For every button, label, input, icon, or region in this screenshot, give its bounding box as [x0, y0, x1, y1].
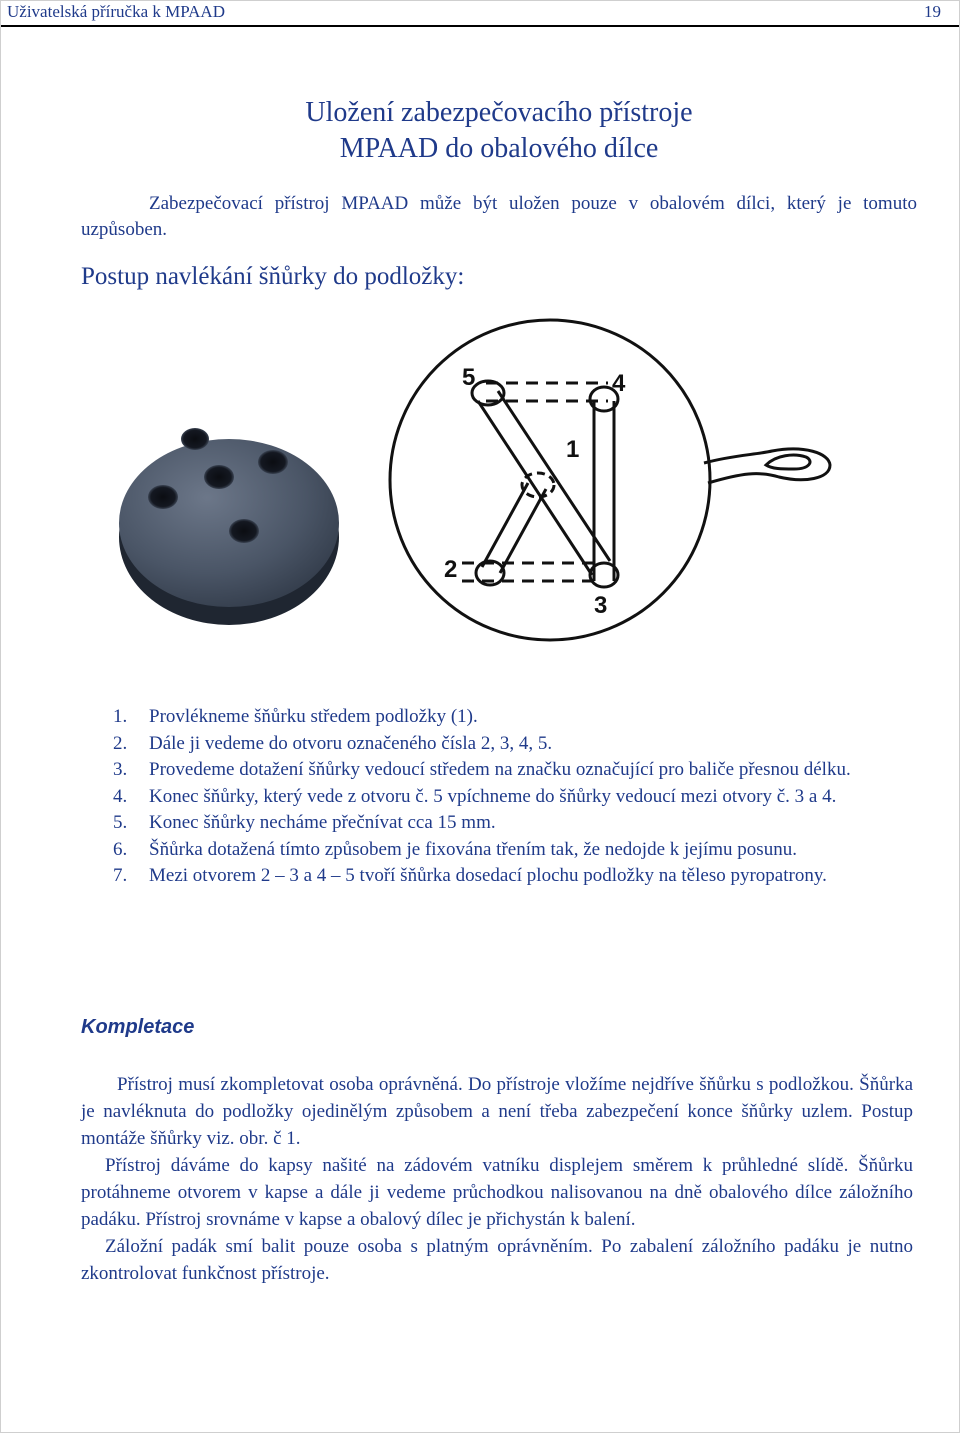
intro-paragraph	[81, 191, 917, 243]
diagram-outer-circle	[390, 320, 710, 640]
diagram-strand-f	[500, 489, 546, 573]
kompletace-body	[81, 1071, 913, 1287]
page-number: 19	[924, 2, 941, 21]
list-item: 5. Konec šňůrky necháme přečnívat cca 15 mm.	[113, 812, 496, 833]
diagram-loop-inner	[766, 455, 810, 469]
page-header	[1, 1, 959, 27]
intro-text: Zabezpečovací přístroj MPAAD může být uložen pouze v obalovém dílci, který je tomuto uzpůsoben.	[81, 193, 917, 240]
page-title-line-2: MPAAD do obalového dílce	[339, 133, 659, 164]
disc-hole-bottom	[229, 519, 259, 543]
disc-hole-left	[148, 485, 178, 509]
list-item: 1. Provlékneme šňůrku středem podložky (1).	[113, 706, 478, 727]
diagram-label-5: 5	[462, 364, 476, 391]
disc-face	[119, 439, 339, 607]
header-title: Uživatelská příručka k MPAAD	[7, 2, 225, 21]
disc-hole-top	[181, 428, 209, 450]
paragraph-2: Přístroj dáváme do kapsy našité na zádovém vatníku displejem směrem k průhledné slídě. Šňůrku protáhneme otvorem v kapse a dále ji vedeme průchodkou nalisovanou na dně obalového dílce záložního padáku. Přístroj srovnáme v kapse a obalový dílec je přichystán k balení.	[81, 1155, 913, 1230]
list-item: 7. Mezi otvorem 2 – 3 a 4 – 5 tvoří šňůrka dosedací plochu podložky na těleso pyropatrony.	[113, 865, 827, 886]
pad-photo	[35, 405, 371, 637]
diagram-strand-a	[478, 401, 592, 575]
diagram-strand-e	[482, 483, 528, 567]
disc-hole-center	[204, 465, 234, 489]
list-item: 4. Konec šňůrky, který vede z otvoru č. 5 vpíchneme do šňůrky vedoucí mezi otvory č. 3 a 4.	[113, 785, 837, 807]
diagram-label-2: 2	[444, 556, 458, 583]
steps-list	[113, 704, 913, 890]
diagram-label-4: 4	[612, 370, 626, 397]
paragraph-3: Záložní padák smí balit pouze osoba s platným oprávněním. Po zabalení záložního padáku je nutno zkontrolovat funkčnost přístroje.	[81, 1236, 913, 1284]
list-item: 3. Provedeme dotažení šňůrky vedoucí středem na značku označující pro baliče přesnou délku.	[113, 759, 851, 780]
diagram-label-3: 3	[594, 592, 608, 619]
diagram-label-1: 1	[566, 436, 580, 463]
section-heading: Postup navlékání šňůrky do podložky:	[81, 263, 465, 290]
page-title-line-1: Uložení zabezpečovacího přístroje	[305, 97, 693, 128]
threading-diagram	[374, 305, 854, 653]
paragraph-1: Přístroj musí zkompletovat osoba oprávněná. Do přístroje vložíme nejdříve šňůrku s podložkou. Šňůrka je navléknuta do podložky ojedinělým způsobem a není třeba zabezpečení konce šňůrky uzlem. Postup montáže šňůrky viz. obr. č 1.	[81, 1074, 913, 1149]
disc-hole-right	[258, 450, 288, 474]
list-item: 6. Šňůrka dotažená tímto způsobem je fixována třením tak, že nedojde k jejímu posunu.	[113, 838, 797, 860]
list-item: 2. Dále ji vedeme do otvoru označeného čísla 2, 3, 4, 5.	[113, 732, 553, 754]
kompletace-heading: Kompletace	[81, 1016, 195, 1038]
